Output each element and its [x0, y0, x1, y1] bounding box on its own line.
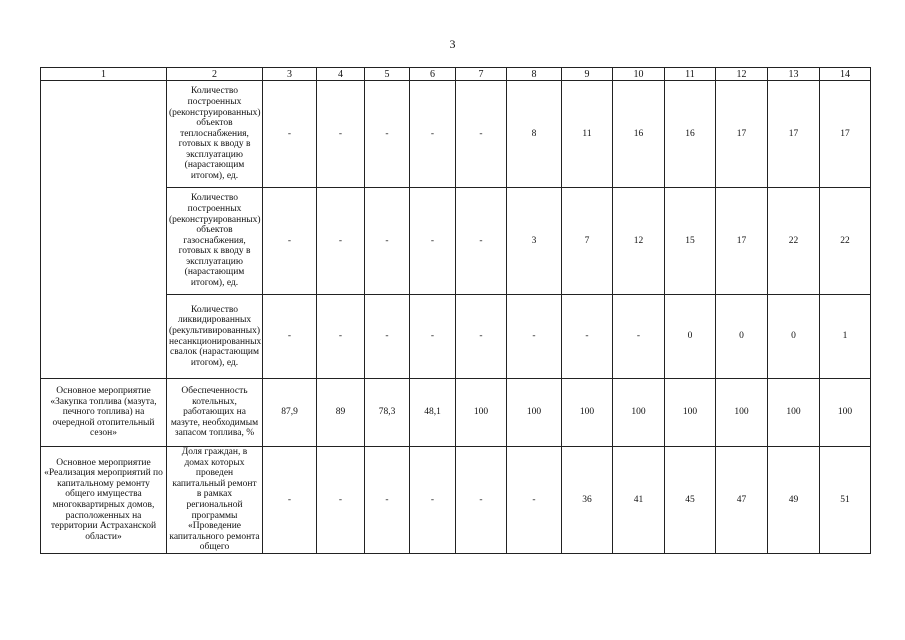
value-cell: -	[365, 188, 410, 295]
value-cell: -	[410, 295, 456, 379]
value-cell: -	[456, 447, 507, 554]
column-header: 14	[820, 68, 871, 81]
value-cell: 100	[768, 379, 820, 447]
value-cell: 8	[507, 81, 562, 188]
value-cell: 41	[613, 447, 665, 554]
indicator-cell: Обеспеченность котельных, работающих на мазуте, необходимым запасом топлива, %	[167, 379, 263, 447]
activity-cell	[41, 81, 167, 379]
value-cell: 17	[716, 188, 768, 295]
column-header: 5	[365, 68, 410, 81]
column-header: 12	[716, 68, 768, 81]
value-cell: 36	[562, 447, 613, 554]
value-cell: 49	[768, 447, 820, 554]
activity-cell: Основное мероприятие «Реализация мероприятий по капитальному ремонту общего имущества многоквартирных домов, расположенных на территории Астраханской области»	[41, 447, 167, 554]
indicators-table	[40, 67, 871, 554]
column-header: 7	[456, 68, 507, 81]
column-header: 4	[317, 68, 365, 81]
value-cell: 11	[562, 81, 613, 188]
column-header: 11	[665, 68, 716, 81]
value-cell: 89	[317, 379, 365, 447]
value-cell: 17	[820, 81, 871, 188]
value-cell: 100	[507, 379, 562, 447]
value-cell: -	[507, 295, 562, 379]
value-cell: 45	[665, 447, 716, 554]
value-cell: 87,9	[263, 379, 317, 447]
value-cell: -	[365, 81, 410, 188]
value-cell: 3	[507, 188, 562, 295]
table-header-row	[41, 68, 871, 81]
value-cell: -	[317, 295, 365, 379]
value-cell: -	[410, 188, 456, 295]
value-cell: 1	[820, 295, 871, 379]
value-cell: 17	[716, 81, 768, 188]
value-cell: -	[365, 295, 410, 379]
page-number: 3	[449, 37, 456, 51]
value-cell: 100	[613, 379, 665, 447]
column-header: 13	[768, 68, 820, 81]
value-cell: 100	[665, 379, 716, 447]
value-cell: 15	[665, 188, 716, 295]
value-cell: 7	[562, 188, 613, 295]
value-cell: 22	[820, 188, 871, 295]
value-cell: 100	[820, 379, 871, 447]
value-cell: 16	[665, 81, 716, 188]
column-header: 10	[613, 68, 665, 81]
value-cell: -	[263, 447, 317, 554]
value-cell: -	[317, 447, 365, 554]
indicator-cell: Количество ликвидированных (рекультивированных) несанкционированных свалок (нарастающим итогом), ед.	[167, 295, 263, 379]
value-cell: -	[263, 295, 317, 379]
value-cell: 17	[768, 81, 820, 188]
value-cell: -	[410, 447, 456, 554]
value-cell: 0	[768, 295, 820, 379]
value-cell: 51	[820, 447, 871, 554]
column-header: 6	[410, 68, 456, 81]
table-row	[41, 447, 871, 554]
value-cell: -	[562, 295, 613, 379]
table-row	[41, 379, 871, 447]
value-cell: 100	[456, 379, 507, 447]
value-cell: -	[263, 188, 317, 295]
column-header: 3	[263, 68, 317, 81]
value-cell: -	[456, 295, 507, 379]
value-cell: -	[613, 295, 665, 379]
value-cell: -	[317, 81, 365, 188]
table-row	[41, 81, 871, 188]
value-cell: -	[263, 81, 317, 188]
value-cell: 78,3	[365, 379, 410, 447]
indicator-cell: Доля граждан, в домах которых проведен капитальный ремонт в рамках региональной программы «Проведение капитального ремонта общего	[167, 447, 263, 554]
activity-cell: Основное мероприятие «Закупка топлива (мазута, печного топлива) на очередной отопительный сезон»	[41, 379, 167, 447]
value-cell: -	[507, 447, 562, 554]
value-cell: -	[456, 81, 507, 188]
value-cell: 48,1	[410, 379, 456, 447]
column-header: 1	[41, 68, 167, 81]
column-header: 2	[167, 68, 263, 81]
column-header: 8	[507, 68, 562, 81]
value-cell: 100	[562, 379, 613, 447]
value-cell: 16	[613, 81, 665, 188]
value-cell: 12	[613, 188, 665, 295]
value-cell: 22	[768, 188, 820, 295]
column-header: 9	[562, 68, 613, 81]
indicator-cell: Количество построенных (реконструированных) объектов газоснабжения, готовых к вводу в эксплуатацию (нарастающим итогом), ед.	[167, 188, 263, 295]
value-cell: 47	[716, 447, 768, 554]
value-cell: -	[456, 188, 507, 295]
value-cell: 100	[716, 379, 768, 447]
value-cell: 0	[716, 295, 768, 379]
value-cell: 0	[665, 295, 716, 379]
value-cell: -	[410, 81, 456, 188]
value-cell: -	[365, 447, 410, 554]
value-cell: -	[317, 188, 365, 295]
indicator-cell: Количество построенных (реконструированных) объектов теплоснабжения, готовых к вводу в эксплуатацию (нарастающим итогом), ед.	[167, 81, 263, 188]
